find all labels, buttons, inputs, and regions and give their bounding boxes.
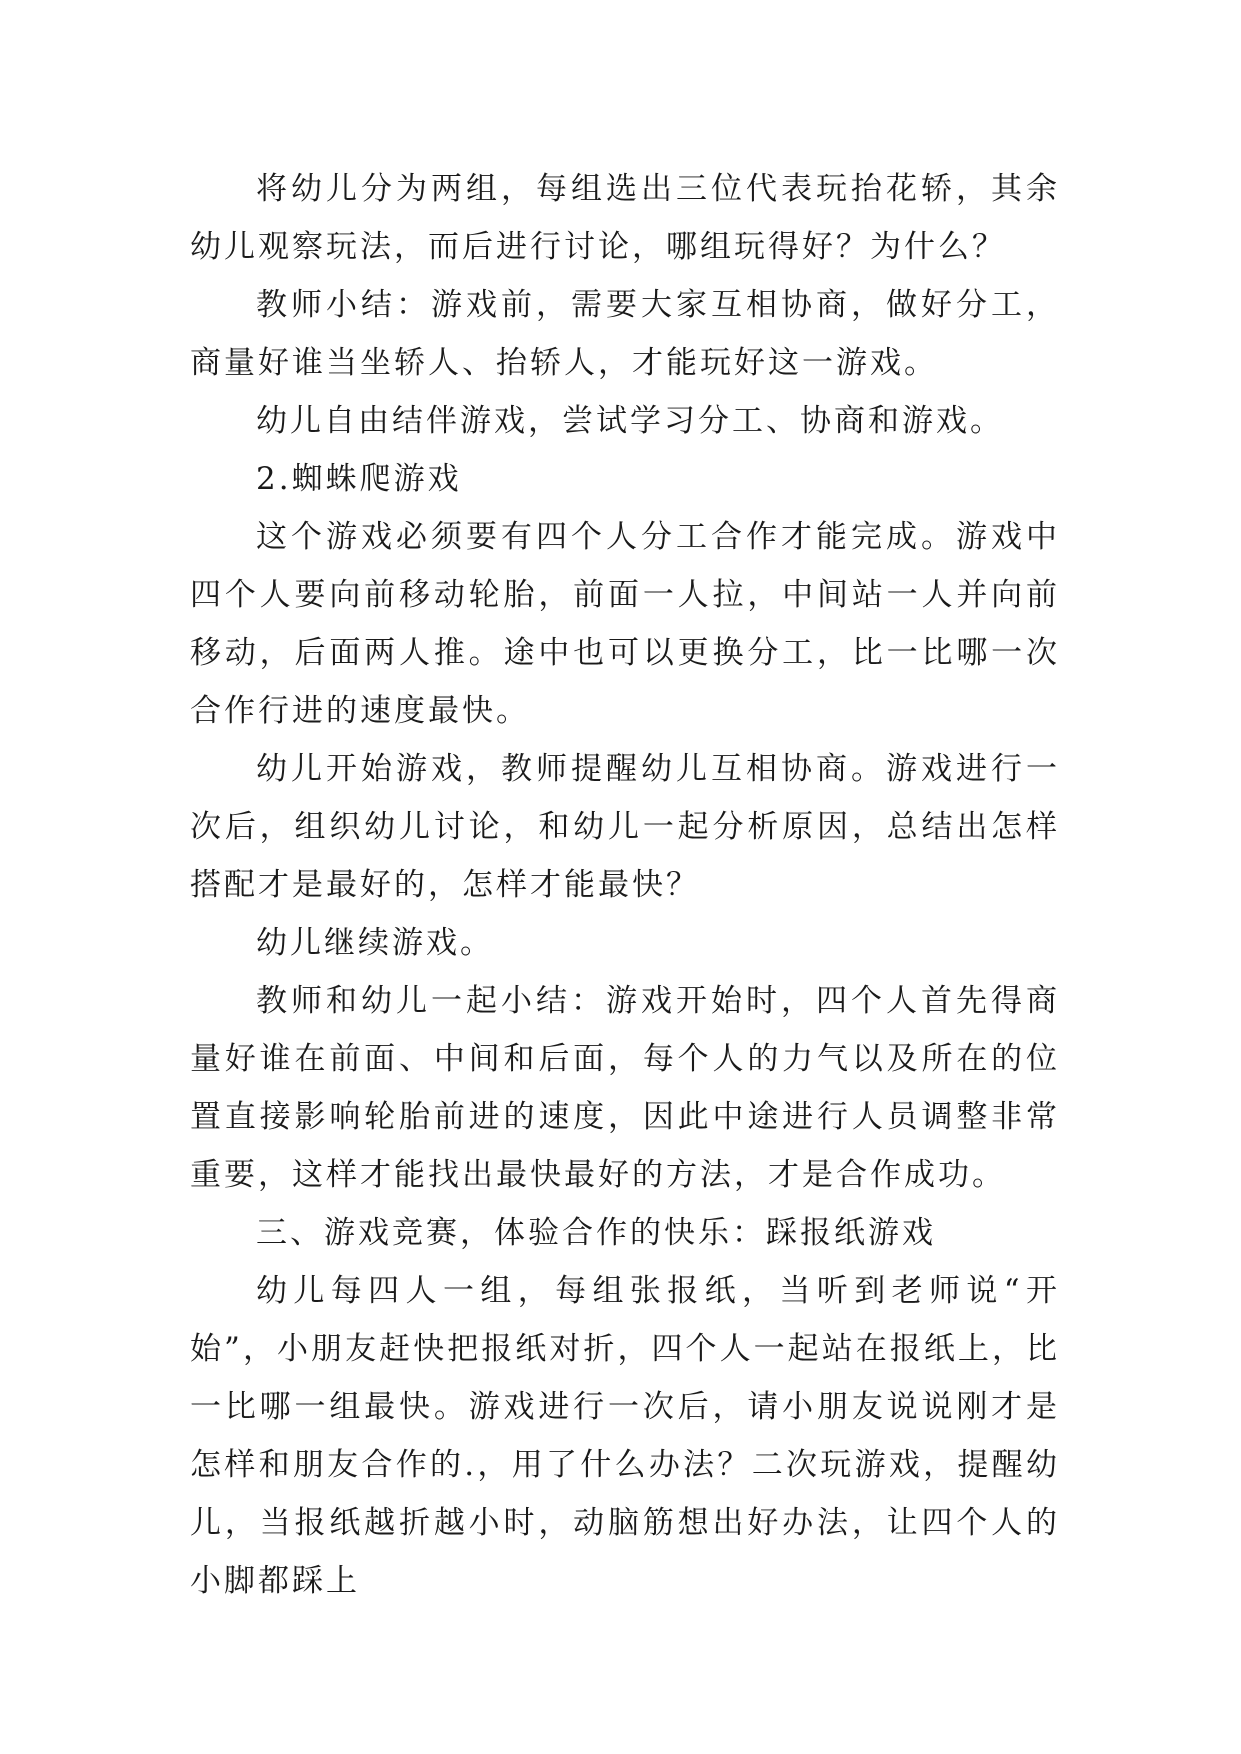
paragraph: 幼儿继续游戏。 <box>256 925 494 961</box>
paragraph: 幼儿每四人一组，每组张报纸，当听到老师说“开始”，小朋友赶快把报纸对折，四个人一起站在报纸上，比一比哪一组最快。游戏进行一次后，请小朋友说说刚才是怎样和朋友合作的.，用了什么办法？二次玩游戏，提醒幼儿，当报纸越折越小时，动脑筋想出好办法，让四个人的小脚都踩上 <box>190 1273 1060 1599</box>
section-heading: 2.蜘蛛爬游戏 <box>256 461 462 497</box>
document-body <box>190 160 1060 1610</box>
paragraph: 教师和幼儿一起小结：游戏开始时，四个人首先得商量好谁在前面、中间和后面，每个人的力气以及所在的位置直接影响轮胎前进的速度，因此中途进行人员调整非常重要，这样才能找出最快最好的方法，才是合作成功。 <box>190 983 1060 1193</box>
section-heading: 三、游戏竞赛，体验合作的快乐：踩报纸游戏 <box>256 1215 936 1251</box>
paragraph: 幼儿自由结伴游戏，尝试学习分工、协商和游戏。 <box>256 403 1004 439</box>
paragraph: 将幼儿分为两组，每组选出三位代表玩抬花轿，其余幼儿观察玩法，而后进行讨论，哪组玩得好？为什么？ <box>190 171 1060 265</box>
paragraph: 教师小结：游戏前，需要大家互相协商，做好分工，商量好谁当坐轿人、抬轿人，才能玩好这一游戏。 <box>190 287 1060 381</box>
paragraph: 这个游戏必须要有四个人分工合作才能完成。游戏中四个人要向前移动轮胎，前面一人拉，中间站一人并向前移动，后面两人推。途中也可以更换分工，比一比哪一次合作行进的速度最快。 <box>190 519 1060 729</box>
paragraph: 幼儿开始游戏，教师提醒幼儿互相协商。游戏进行一次后，组织幼儿讨论，和幼儿一起分析原因，总结出怎样搭配才是最好的，怎样才能最快？ <box>190 751 1060 903</box>
